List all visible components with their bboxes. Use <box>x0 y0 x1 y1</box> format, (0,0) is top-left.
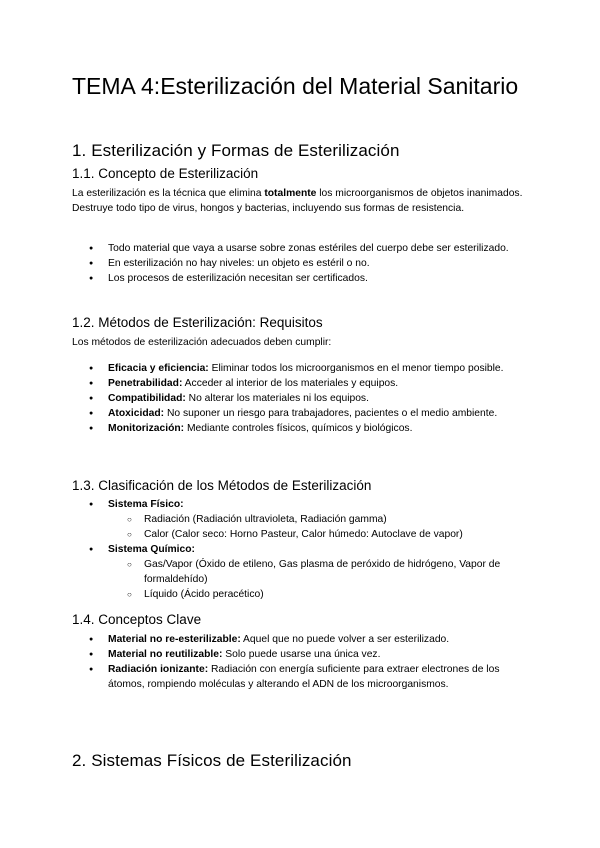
sub-list-item: ○ Gas/Vapor (Óxido de etileno, Gas plasma de peróxido de hidrógeno, Vapor de formaldehído) <box>72 557 517 587</box>
list-item <box>72 662 517 692</box>
para-text-start: La esterilización es la técnica que elimina <box>72 188 265 199</box>
para-bold-term: totalmente <box>264 188 317 199</box>
section-1-2-intro: Los métodos de esterilización adecuados deben cumplir: <box>72 337 332 348</box>
list-item <box>72 647 517 662</box>
section-1-1-paragraph <box>72 186 530 216</box>
section-1-heading: 1. Esterilización y Formas de Esterilización <box>72 141 400 160</box>
classification-list-2 <box>72 542 517 557</box>
item-description: No suponer un riesgo para trabajadores, pacientes o el medio ambiente. <box>164 408 498 419</box>
list-item <box>72 391 524 406</box>
physical-methods-sublist <box>72 512 517 542</box>
item-description: Mediante controles físicos, químicos y biológicos. <box>184 423 413 434</box>
classification-list <box>72 497 517 512</box>
section-1-3-heading: 1.3. Clasificación de los Métodos de Esterilización <box>72 478 372 493</box>
list-item: ● En esterilización no hay niveles: un objeto es estéril o no. <box>72 256 512 271</box>
item-description: Acceder al interior de los materiales y equipos. <box>182 378 399 389</box>
list-item <box>72 376 524 391</box>
item-term: Eficacia y eficiencia: <box>108 363 209 374</box>
item-description: Radiación con energía suficiente para extraer electrones de los átomos, rompiendo moléculas y alterando el ADN de los microorganismos. <box>108 664 500 690</box>
item-term: Sistema Físico: <box>108 499 184 510</box>
section-1-2-heading: 1.2. Métodos de Esterilización: Requisitos <box>72 315 323 330</box>
item-term: Atoxicidad: <box>108 408 165 419</box>
requirements-list <box>72 361 524 436</box>
page-title: TEMA 4:Esterilización del Material Sanitario <box>72 73 519 99</box>
item-term: Penetrabilidad: <box>108 378 183 389</box>
list-item: ● Los procesos de esterilización necesitan ser certificados. <box>72 271 512 286</box>
sub-list-item: ○ Calor (Calor seco: Horno Pasteur, Calor húmedo: Autoclave de vapor) <box>72 527 517 542</box>
sub-list-item: ○ Líquido (Ácido peracético) <box>72 587 517 602</box>
para-text-end: los microorganismos de objetos inanimados. Destruye todo tipo de virus, hongos y bacterias, incluyendo sus formas de resistencia. <box>72 188 523 214</box>
section-1-4-heading: 1.4. Conceptos Clave <box>72 612 202 627</box>
key-concepts-list <box>72 632 517 692</box>
item-term: Monitorización: <box>108 423 185 434</box>
list-item <box>72 497 517 512</box>
item-description: Eliminar todos los microorganismos en el menor tiempo posible. <box>208 363 504 374</box>
list-item <box>72 406 524 421</box>
list-item <box>72 361 524 376</box>
list-item <box>72 632 517 647</box>
item-term: Material no re-esterilizable: <box>108 634 241 645</box>
item-term: Material no reutilizable: <box>108 649 223 660</box>
sub-list-item: ○ Radiación (Radiación ultravioleta, Radiación gamma) <box>72 512 517 527</box>
item-description: Aquel que no puede volver a ser esterilizado. <box>240 634 450 645</box>
item-term: Sistema Químico: <box>108 544 195 555</box>
item-term: Compatibilidad: <box>108 393 186 404</box>
list-item <box>72 421 524 436</box>
section-1-1-heading: 1.1. Concepto de Esterilización <box>72 166 259 181</box>
item-description: No alterar los materiales ni los equipos. <box>185 393 369 404</box>
item-description: Solo puede usarse una única vez. <box>222 649 381 660</box>
list-item <box>72 542 517 557</box>
section-2-heading: 2. Sistemas Físicos de Esterilización <box>72 751 352 770</box>
list-item: ● Todo material que vaya a usarse sobre zonas estériles del cuerpo debe ser esterilizado. <box>72 241 512 256</box>
chemical-methods-sublist <box>72 557 517 602</box>
item-term: Radiación ionizante: <box>108 664 209 675</box>
section-1-1-bullet-list <box>72 241 512 286</box>
